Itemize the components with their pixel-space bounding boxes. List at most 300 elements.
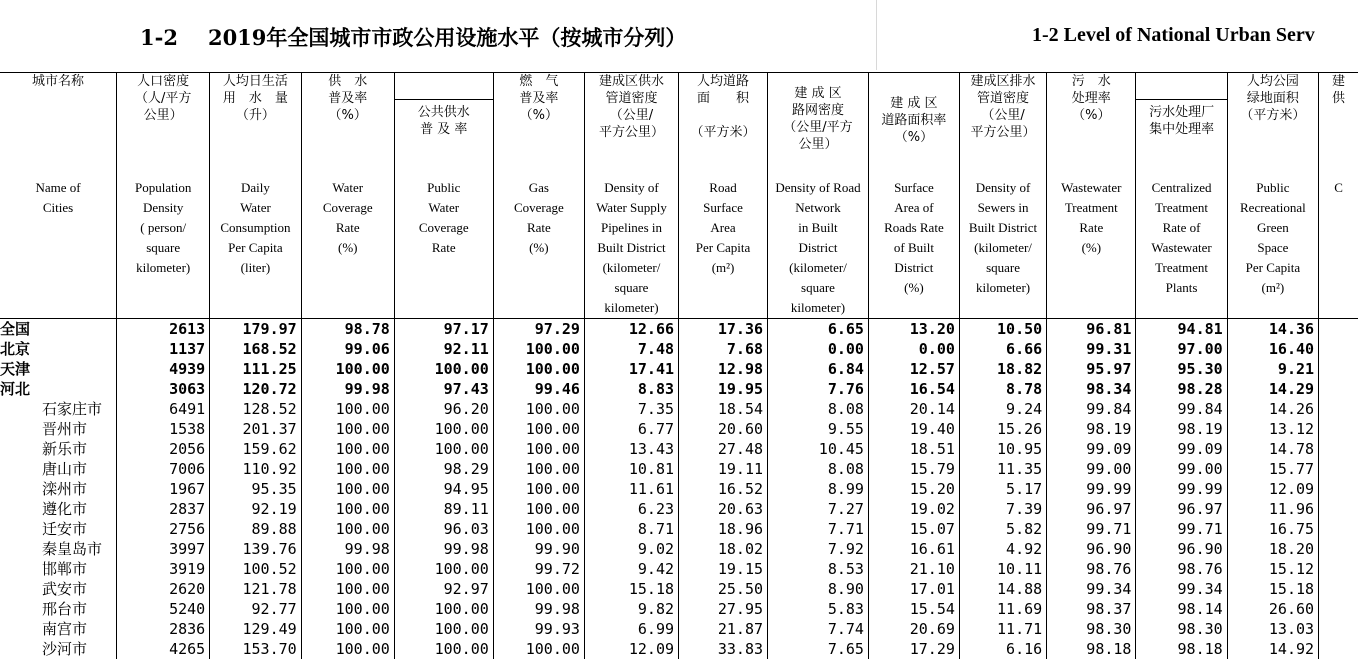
value-cell: 95.35: [210, 479, 301, 499]
value-cell: 4939: [117, 359, 210, 379]
value-cell: 0.00: [868, 339, 959, 359]
header-en: Public Recreational Green Space Per Capita (m²): [1227, 176, 1318, 319]
value-cell: 100.00: [493, 519, 584, 539]
header-zh: 污水处理厂 集中处理率: [1136, 99, 1226, 138]
value-cell: 153.70: [210, 639, 301, 659]
value-cell: 89.88: [210, 519, 301, 539]
value-cell: 7.65: [768, 639, 869, 659]
value-cell: 100.00: [394, 639, 493, 659]
value-cell: 13.12: [1227, 419, 1318, 439]
cut-off-cell: [1319, 339, 1358, 359]
table-row: [0, 499, 1358, 519]
city-name-cell: 石家庄市: [42, 399, 103, 418]
value-cell: 5240: [117, 599, 210, 619]
value-cell: 14.36: [1227, 318, 1318, 339]
value-cell: 99.98: [301, 379, 394, 399]
value-cell: 5.83: [768, 599, 869, 619]
header-en: Density of Water Supply Pipelines in Built District (kilometer/ square kilometer): [584, 176, 678, 319]
value-cell: 98.14: [1136, 599, 1227, 619]
table-row: [0, 318, 1358, 339]
value-cell: 99.00: [1136, 459, 1227, 479]
city-name-cell: 滦州市: [42, 479, 88, 498]
value-cell: 97.17: [394, 318, 493, 339]
value-cell: 120.72: [210, 379, 301, 399]
city-name-cell: 北京: [0, 339, 31, 358]
value-cell: 6.99: [584, 619, 678, 639]
cut-off-cell: [1319, 439, 1358, 459]
value-cell: 89.11: [394, 499, 493, 519]
page-title-zh: [140, 22, 686, 52]
value-cell: 129.49: [210, 619, 301, 639]
value-cell: 10.95: [959, 439, 1046, 459]
value-cell: 98.34: [1047, 379, 1136, 399]
value-cell: 8.99: [768, 479, 869, 499]
value-cell: 100.00: [301, 579, 394, 599]
value-cell: 121.78: [210, 579, 301, 599]
value-cell: 128.52: [210, 399, 301, 419]
value-cell: 110.92: [210, 459, 301, 479]
value-cell: 11.61: [584, 479, 678, 499]
header-en: Name of Cities: [35, 179, 81, 215]
table-row: [0, 359, 1358, 379]
value-cell: 19.95: [679, 379, 768, 399]
value-cell: 6491: [117, 399, 210, 419]
value-cell: 139.76: [210, 539, 301, 559]
value-cell: 15.07: [868, 519, 959, 539]
value-cell: 15.54: [868, 599, 959, 619]
value-cell: 99.84: [1047, 399, 1136, 419]
value-cell: 14.92: [1227, 639, 1318, 659]
cut-off-cell: [1319, 379, 1358, 399]
value-cell: 98.19: [1136, 419, 1227, 439]
value-cell: 17.41: [584, 359, 678, 379]
value-cell: 100.00: [394, 359, 493, 379]
value-cell: 1538: [117, 419, 210, 439]
table-title-zh: 2019年全国城市市政公用设施水平（按城市分列）: [207, 25, 687, 50]
value-cell: 5.82: [959, 519, 1046, 539]
value-cell: 100.00: [493, 359, 584, 379]
value-cell: 9.82: [584, 599, 678, 619]
table-row: [0, 399, 1358, 419]
value-cell: 19.02: [868, 499, 959, 519]
value-cell: 13.20: [868, 318, 959, 339]
value-cell: 96.20: [394, 399, 493, 419]
value-cell: 100.00: [493, 479, 584, 499]
value-cell: 92.19: [210, 499, 301, 519]
value-cell: 99.34: [1047, 579, 1136, 599]
value-cell: 33.83: [679, 639, 768, 659]
header-zh: 建 成 区 路网密度 （公里/平方 公里）: [768, 73, 869, 176]
value-cell: 8.90: [768, 579, 869, 599]
value-cell: 7.76: [768, 379, 869, 399]
table-row: [0, 539, 1358, 559]
value-cell: 26.60: [1227, 599, 1318, 619]
value-cell: 100.00: [493, 419, 584, 439]
value-cell: 8.53: [768, 559, 869, 579]
value-cell: 98.29: [394, 459, 493, 479]
value-cell: 1967: [117, 479, 210, 499]
value-cell: 10.50: [959, 318, 1046, 339]
table-row: [0, 619, 1358, 639]
value-cell: 8.78: [959, 379, 1046, 399]
value-cell: 2836: [117, 619, 210, 639]
city-name-cell: 河北: [0, 379, 31, 398]
cut-off-cell: [1319, 539, 1358, 559]
header-zh: 人口密度 （人/平方 公里）: [117, 73, 210, 176]
table-row: [0, 339, 1358, 359]
header-zh: 建 供: [1319, 73, 1358, 176]
value-cell: 16.75: [1227, 519, 1318, 539]
value-cell: 18.51: [868, 439, 959, 459]
value-cell: 6.84: [768, 359, 869, 379]
value-cell: 18.02: [679, 539, 768, 559]
header-zh: 污 水 处理率 （%）: [1047, 73, 1136, 176]
table-row: [0, 459, 1358, 479]
value-cell: 6.16: [959, 639, 1046, 659]
value-cell: 7.39: [959, 499, 1046, 519]
value-cell: 2056: [117, 439, 210, 459]
value-cell: 20.60: [679, 419, 768, 439]
city-name-cell: 遵化市: [42, 499, 88, 518]
header-zh: 燃 气 普及率 （%）: [493, 73, 584, 176]
value-cell: 13.43: [584, 439, 678, 459]
value-cell: 99.98: [301, 539, 394, 559]
value-cell: 100.00: [394, 619, 493, 639]
data-table: [0, 72, 1358, 659]
header-zh: 建成区排水 管道密度 （公里/ 平方公里）: [959, 73, 1046, 176]
value-cell: 99.90: [493, 539, 584, 559]
value-cell: 100.00: [301, 499, 394, 519]
value-cell: 99.99: [1047, 479, 1136, 499]
value-cell: 168.52: [210, 339, 301, 359]
value-cell: 100.00: [301, 639, 394, 659]
city-name-cell: 晋州市: [42, 419, 88, 438]
value-cell: 10.81: [584, 459, 678, 479]
value-cell: 100.00: [493, 499, 584, 519]
value-cell: 12.09: [584, 639, 678, 659]
value-cell: 18.54: [679, 399, 768, 419]
value-cell: 98.78: [301, 318, 394, 339]
value-cell: 14.26: [1227, 399, 1318, 419]
value-cell: 99.06: [301, 339, 394, 359]
cut-off-cell: [1319, 519, 1358, 539]
value-cell: 100.00: [301, 439, 394, 459]
table-row: [0, 519, 1358, 539]
header-zh: 城市名称: [32, 74, 85, 89]
value-cell: 99.72: [493, 559, 584, 579]
value-cell: 16.61: [868, 539, 959, 559]
header-en: Surface Area of Roads Rate of Built District (%): [868, 176, 959, 319]
value-cell: 19.40: [868, 419, 959, 439]
value-cell: 99.84: [1136, 399, 1227, 419]
value-cell: 92.77: [210, 599, 301, 619]
value-cell: 100.00: [493, 339, 584, 359]
city-name-cell: 沙河市: [42, 639, 88, 658]
city-name-cell: 天津: [0, 359, 31, 378]
value-cell: 6.65: [768, 318, 869, 339]
value-cell: 0.00: [768, 339, 869, 359]
value-cell: 7.35: [584, 399, 678, 419]
page-title-en: 1-2 Level of National Urban Serv: [1032, 24, 1315, 46]
header-zh: 人均日生活 用 水 量 （升）: [210, 73, 301, 176]
header-zh: 建成区供水 管道密度 （公里/ 平方公里）: [584, 73, 678, 176]
cut-off-cell: [1319, 559, 1358, 579]
header-zh: 人均道路 面 积 （平方米）: [679, 73, 768, 176]
cut-off-cell: [1319, 318, 1358, 339]
table-row: [0, 379, 1358, 399]
value-cell: 8.08: [768, 399, 869, 419]
city-name-cell: 南宫市: [42, 619, 88, 638]
value-cell: 98.28: [1136, 379, 1227, 399]
value-cell: 100.00: [493, 579, 584, 599]
value-cell: 20.14: [868, 399, 959, 419]
table-row: [0, 439, 1358, 459]
value-cell: 99.99: [1136, 479, 1227, 499]
header-en: Population Density ( person/ square kilometer): [117, 176, 210, 319]
cut-off-cell: [1319, 579, 1358, 599]
value-cell: 96.97: [1136, 499, 1227, 519]
value-cell: 99.09: [1136, 439, 1227, 459]
value-cell: 7006: [117, 459, 210, 479]
value-cell: 11.69: [959, 599, 1046, 619]
header-en: Public Water Coverage Rate: [394, 176, 493, 319]
cut-off-cell: [1319, 499, 1358, 519]
value-cell: 98.76: [1136, 559, 1227, 579]
value-cell: 99.00: [1047, 459, 1136, 479]
value-cell: 7.74: [768, 619, 869, 639]
value-cell: 16.54: [868, 379, 959, 399]
value-cell: 96.03: [394, 519, 493, 539]
table-row: [0, 559, 1358, 579]
value-cell: 98.18: [1136, 639, 1227, 659]
value-cell: 2756: [117, 519, 210, 539]
value-cell: 98.19: [1047, 419, 1136, 439]
header-zh-subcol: [1136, 73, 1227, 176]
value-cell: 100.00: [301, 459, 394, 479]
value-cell: 11.96: [1227, 499, 1318, 519]
value-cell: 2837: [117, 499, 210, 519]
value-cell: 2613: [117, 318, 210, 339]
value-cell: 27.95: [679, 599, 768, 619]
value-cell: 12.57: [868, 359, 959, 379]
cut-off-cell: [1319, 599, 1358, 619]
value-cell: 99.46: [493, 379, 584, 399]
value-cell: 99.09: [1047, 439, 1136, 459]
value-cell: 7.48: [584, 339, 678, 359]
city-name-cell: 邯郸市: [42, 559, 88, 578]
value-cell: 100.00: [394, 559, 493, 579]
value-cell: 100.00: [394, 599, 493, 619]
value-cell: 97.43: [394, 379, 493, 399]
header-en: Density of Road Network in Built District (kilometer/ square kilometer): [768, 176, 869, 319]
value-cell: 15.12: [1227, 559, 1318, 579]
value-cell: 100.00: [493, 399, 584, 419]
header-zh: 人均公园 绿地面积 （平方米）: [1227, 73, 1318, 176]
value-cell: 17.36: [679, 318, 768, 339]
value-cell: 100.00: [394, 419, 493, 439]
value-cell: 10.45: [768, 439, 869, 459]
header-en: Water Coverage Rate (%): [301, 176, 394, 319]
value-cell: 3997: [117, 539, 210, 559]
value-cell: 2620: [117, 579, 210, 599]
table-body: [0, 318, 1358, 659]
value-cell: 15.26: [959, 419, 1046, 439]
value-cell: 7.71: [768, 519, 869, 539]
header-row-en: [0, 176, 1358, 319]
cut-off-cell: [1319, 639, 1358, 659]
value-cell: 100.00: [394, 439, 493, 459]
value-cell: 94.81: [1136, 318, 1227, 339]
header-en: Density of Sewers in Built District (kilometer/ square kilometer): [959, 176, 1046, 319]
value-cell: 99.31: [1047, 339, 1136, 359]
value-cell: 9.42: [584, 559, 678, 579]
value-cell: 100.00: [493, 439, 584, 459]
value-cell: 92.97: [394, 579, 493, 599]
value-cell: 3919: [117, 559, 210, 579]
value-cell: 8.71: [584, 519, 678, 539]
header-zh: 供 水 普及率 （%）: [301, 73, 394, 176]
value-cell: 98.76: [1047, 559, 1136, 579]
value-cell: 100.00: [301, 619, 394, 639]
value-cell: 98.30: [1136, 619, 1227, 639]
cut-off-cell: [1319, 399, 1358, 419]
value-cell: 12.66: [584, 318, 678, 339]
table-number: 1-2: [140, 25, 178, 50]
value-cell: 100.00: [301, 519, 394, 539]
value-cell: 9.24: [959, 399, 1046, 419]
header-en: Road Surface Area Per Capita (m²): [679, 176, 768, 319]
header-en: Daily Water Consumption Per Capita (liter): [210, 176, 301, 319]
value-cell: 7.27: [768, 499, 869, 519]
city-name-cell: 全国: [0, 319, 31, 338]
value-cell: 6.77: [584, 419, 678, 439]
value-cell: 15.77: [1227, 459, 1318, 479]
value-cell: 201.37: [210, 419, 301, 439]
value-cell: 14.78: [1227, 439, 1318, 459]
value-cell: 11.71: [959, 619, 1046, 639]
value-cell: 9.21: [1227, 359, 1318, 379]
city-name-cell: 唐山市: [42, 459, 88, 478]
value-cell: 100.00: [301, 479, 394, 499]
value-cell: 159.62: [210, 439, 301, 459]
table-row: [0, 419, 1358, 439]
value-cell: 6.23: [584, 499, 678, 519]
value-cell: 7.68: [679, 339, 768, 359]
value-cell: 5.17: [959, 479, 1046, 499]
value-cell: 12.09: [1227, 479, 1318, 499]
header-en: Wastewater Treatment Rate (%): [1047, 176, 1136, 319]
table-row: [0, 599, 1358, 619]
value-cell: 96.97: [1047, 499, 1136, 519]
value-cell: 99.71: [1047, 519, 1136, 539]
value-cell: 21.87: [679, 619, 768, 639]
value-cell: 95.30: [1136, 359, 1227, 379]
value-cell: 1137: [117, 339, 210, 359]
value-cell: 15.18: [584, 579, 678, 599]
value-cell: 96.90: [1136, 539, 1227, 559]
value-cell: 100.00: [493, 639, 584, 659]
cut-off-cell: [1319, 479, 1358, 499]
value-cell: 14.88: [959, 579, 1046, 599]
value-cell: 98.18: [1047, 639, 1136, 659]
table-row: [0, 479, 1358, 499]
value-cell: 17.01: [868, 579, 959, 599]
value-cell: 99.34: [1136, 579, 1227, 599]
value-cell: 6.66: [959, 339, 1046, 359]
value-cell: 27.48: [679, 439, 768, 459]
city-name-cell: 迁安市: [42, 519, 88, 538]
cut-off-cell: [1319, 359, 1358, 379]
value-cell: 10.11: [959, 559, 1046, 579]
value-cell: 15.18: [1227, 579, 1318, 599]
header-zh: 公共供水 普 及 率: [395, 99, 493, 138]
value-cell: 96.90: [1047, 539, 1136, 559]
value-cell: 8.83: [584, 379, 678, 399]
value-cell: 4.92: [959, 539, 1046, 559]
value-cell: 20.63: [679, 499, 768, 519]
city-name-cell: 秦皇岛市: [42, 539, 103, 558]
value-cell: 94.95: [394, 479, 493, 499]
value-cell: 15.79: [868, 459, 959, 479]
header-zh: 建 成 区 道路面积率 （%）: [868, 73, 959, 176]
value-cell: 8.08: [768, 459, 869, 479]
header-row-zh: [0, 73, 1358, 176]
value-cell: 14.29: [1227, 379, 1318, 399]
value-cell: 98.37: [1047, 599, 1136, 619]
value-cell: 98.30: [1047, 619, 1136, 639]
value-cell: 16.40: [1227, 339, 1318, 359]
header-en: Gas Coverage Rate (%): [493, 176, 584, 319]
value-cell: 9.02: [584, 539, 678, 559]
value-cell: 100.00: [301, 599, 394, 619]
value-cell: 19.15: [679, 559, 768, 579]
cut-off-cell: [1319, 419, 1358, 439]
value-cell: 18.96: [679, 519, 768, 539]
value-cell: 96.81: [1047, 318, 1136, 339]
value-cell: 97.29: [493, 318, 584, 339]
value-cell: 7.92: [768, 539, 869, 559]
value-cell: 11.35: [959, 459, 1046, 479]
page-divider: [876, 0, 877, 70]
header-zh-subcol: [394, 73, 493, 176]
value-cell: 100.00: [493, 459, 584, 479]
city-name-cell: 新乐市: [42, 439, 88, 458]
value-cell: 20.69: [868, 619, 959, 639]
value-cell: 21.10: [868, 559, 959, 579]
value-cell: 99.93: [493, 619, 584, 639]
value-cell: 18.82: [959, 359, 1046, 379]
value-cell: 16.52: [679, 479, 768, 499]
value-cell: 99.98: [493, 599, 584, 619]
value-cell: 100.00: [301, 559, 394, 579]
table-row: [0, 579, 1358, 599]
value-cell: 100.52: [210, 559, 301, 579]
value-cell: 92.11: [394, 339, 493, 359]
value-cell: 18.20: [1227, 539, 1318, 559]
value-cell: 25.50: [679, 579, 768, 599]
value-cell: 3063: [117, 379, 210, 399]
value-cell: 9.55: [768, 419, 869, 439]
cut-off-cell: [1319, 459, 1358, 479]
value-cell: 12.98: [679, 359, 768, 379]
value-cell: 97.00: [1136, 339, 1227, 359]
value-cell: 99.71: [1136, 519, 1227, 539]
value-cell: 19.11: [679, 459, 768, 479]
header-en: C: [1319, 176, 1358, 319]
value-cell: 15.20: [868, 479, 959, 499]
value-cell: 99.98: [394, 539, 493, 559]
value-cell: 95.97: [1047, 359, 1136, 379]
